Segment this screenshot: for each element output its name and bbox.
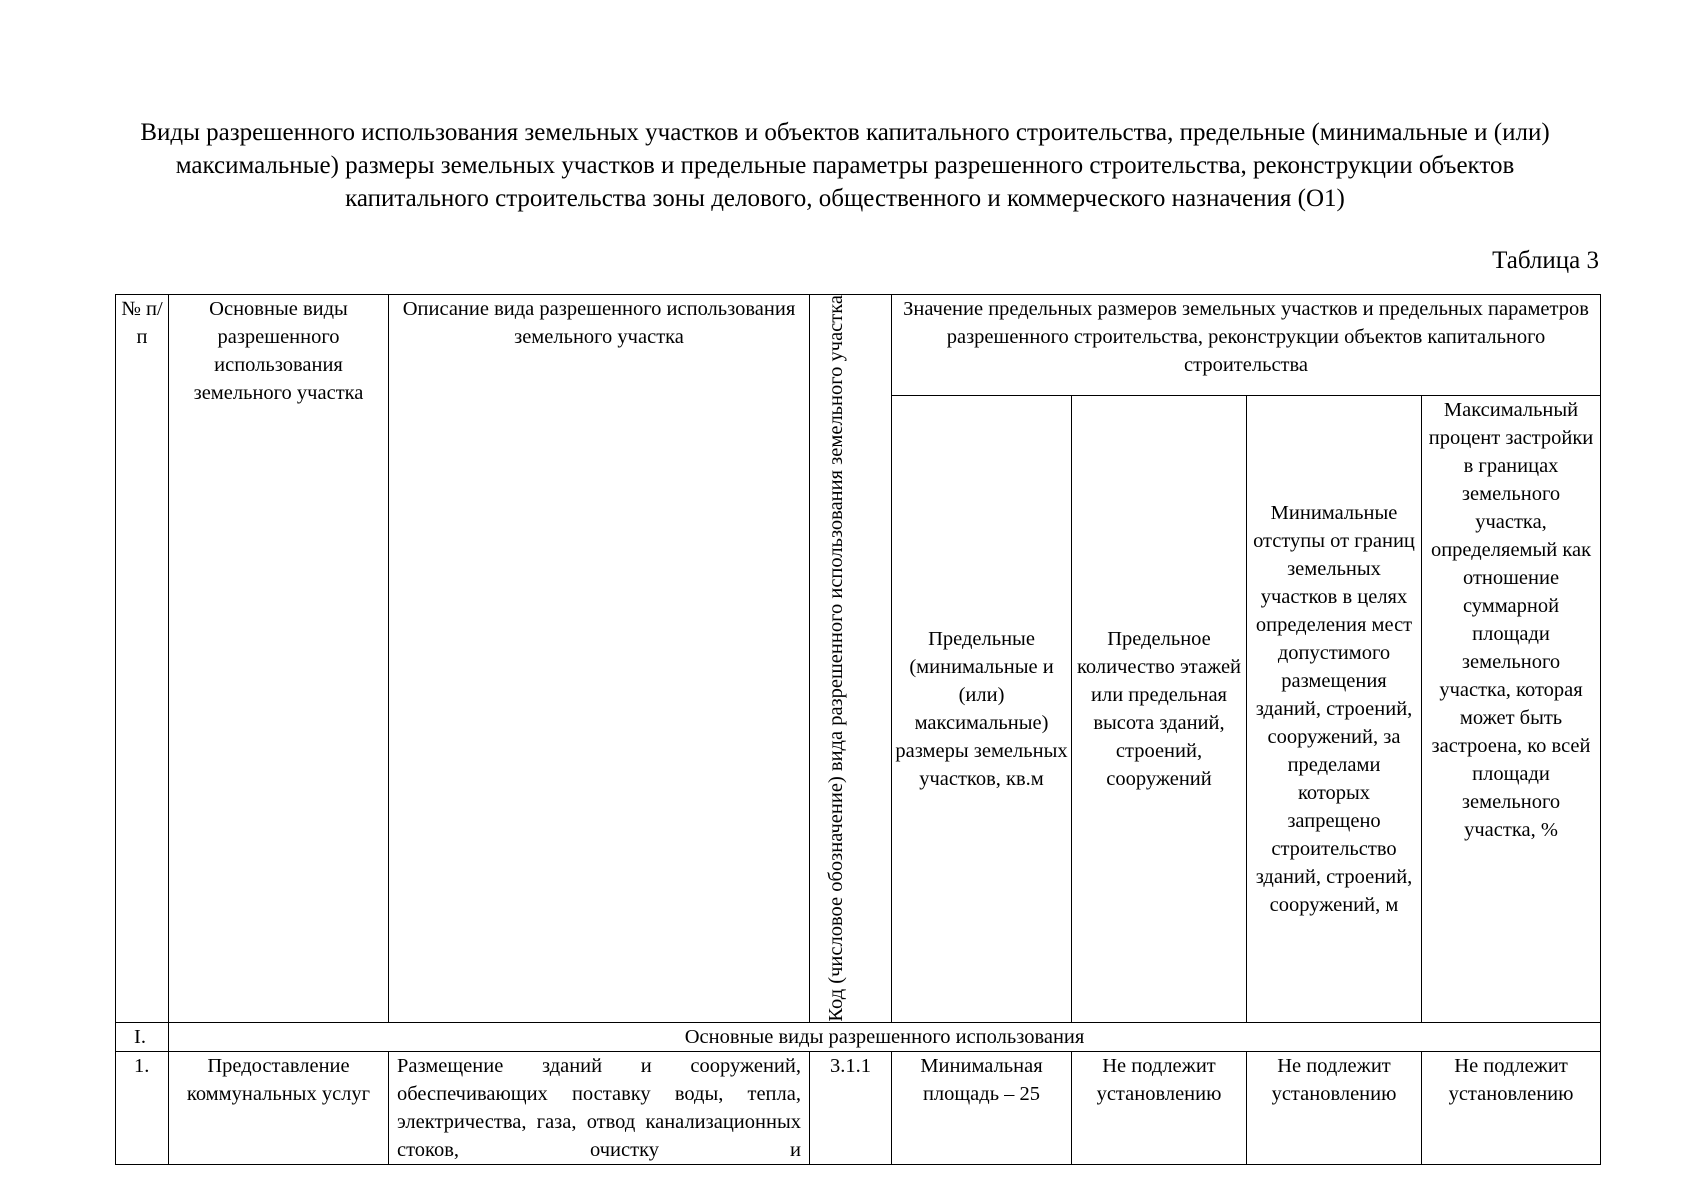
table-row [116, 1051, 1601, 1164]
row-description: Размещение зданий и сооружений, обеспечивающих поставку воды, тепла, электричества, газа, отвод канализационных стоков, очистку и [389, 1051, 810, 1164]
header-min-setbacks: Минимальные отступы от границ земельных участков в целях определения мест допустимого размещения зданий, строений, сооружений, за пределами которых запрещено строительство зданий, строений, сооружений, м [1247, 395, 1422, 1022]
zoning-table [115, 294, 1601, 1165]
table-label: Таблица 3 [1492, 247, 1599, 274]
header-code-wrap [810, 295, 891, 1022]
section-title: Основные виды разрешенного использования [169, 1022, 1601, 1051]
header-basic-types: Основные виды разрешенного использования земельного участка [169, 295, 389, 1023]
row-limit-sizes: Минимальная площадь – 25 [892, 1051, 1072, 1164]
header-limit-floors: Предельное количество этажей или предельная высота зданий, строений, сооружений [1072, 395, 1247, 1022]
page-title: Виды разрешенного использования земельных участков и объектов капитального строительства, предельные (минимальные и (или) максимальные) размеры земельных участков и предельные параметры разрешенного строительства, реконструкции объектов капитального строительства зоны делового, общественного и коммерческого назначения (О1) [140, 119, 1550, 212]
header-code-text: Код (числовое обозначение) вида разрешенного использования земельного участка [824, 295, 847, 1022]
section-row [116, 1022, 1601, 1051]
header-description: Описание вида разрешенного использования земельного участка [389, 295, 810, 1023]
row-limit-floors: Не подлежит установлению [1072, 1051, 1247, 1164]
header-code [810, 295, 892, 1023]
section-number: I. [116, 1022, 169, 1051]
row-max-coverage: Не подлежит установлению [1422, 1051, 1601, 1164]
header-limit-sizes: Предельные (минимальные и (или) максимальные) размеры земельных участков, кв.м [892, 395, 1072, 1022]
header-number: № п/п [116, 295, 169, 1023]
header-max-coverage: Максимальный процент застройки в границах земельного участка, определяемый как отношение суммарной площади земельного участка, которая может быть застроена, ко всей площади земельного участка, % [1422, 395, 1601, 1022]
row-number: 1. [116, 1051, 169, 1164]
row-code: 3.1.1 [810, 1051, 892, 1164]
row-type: Предоставление коммунальных услуг [169, 1051, 389, 1164]
row-min-setbacks: Не подлежит установлению [1247, 1051, 1422, 1164]
header-row-1 [116, 295, 1601, 396]
header-limits-group: Значение предельных размеров земельных участков и предельных параметров разрешенного строительства, реконструкции объектов капитального строительства [892, 295, 1601, 396]
